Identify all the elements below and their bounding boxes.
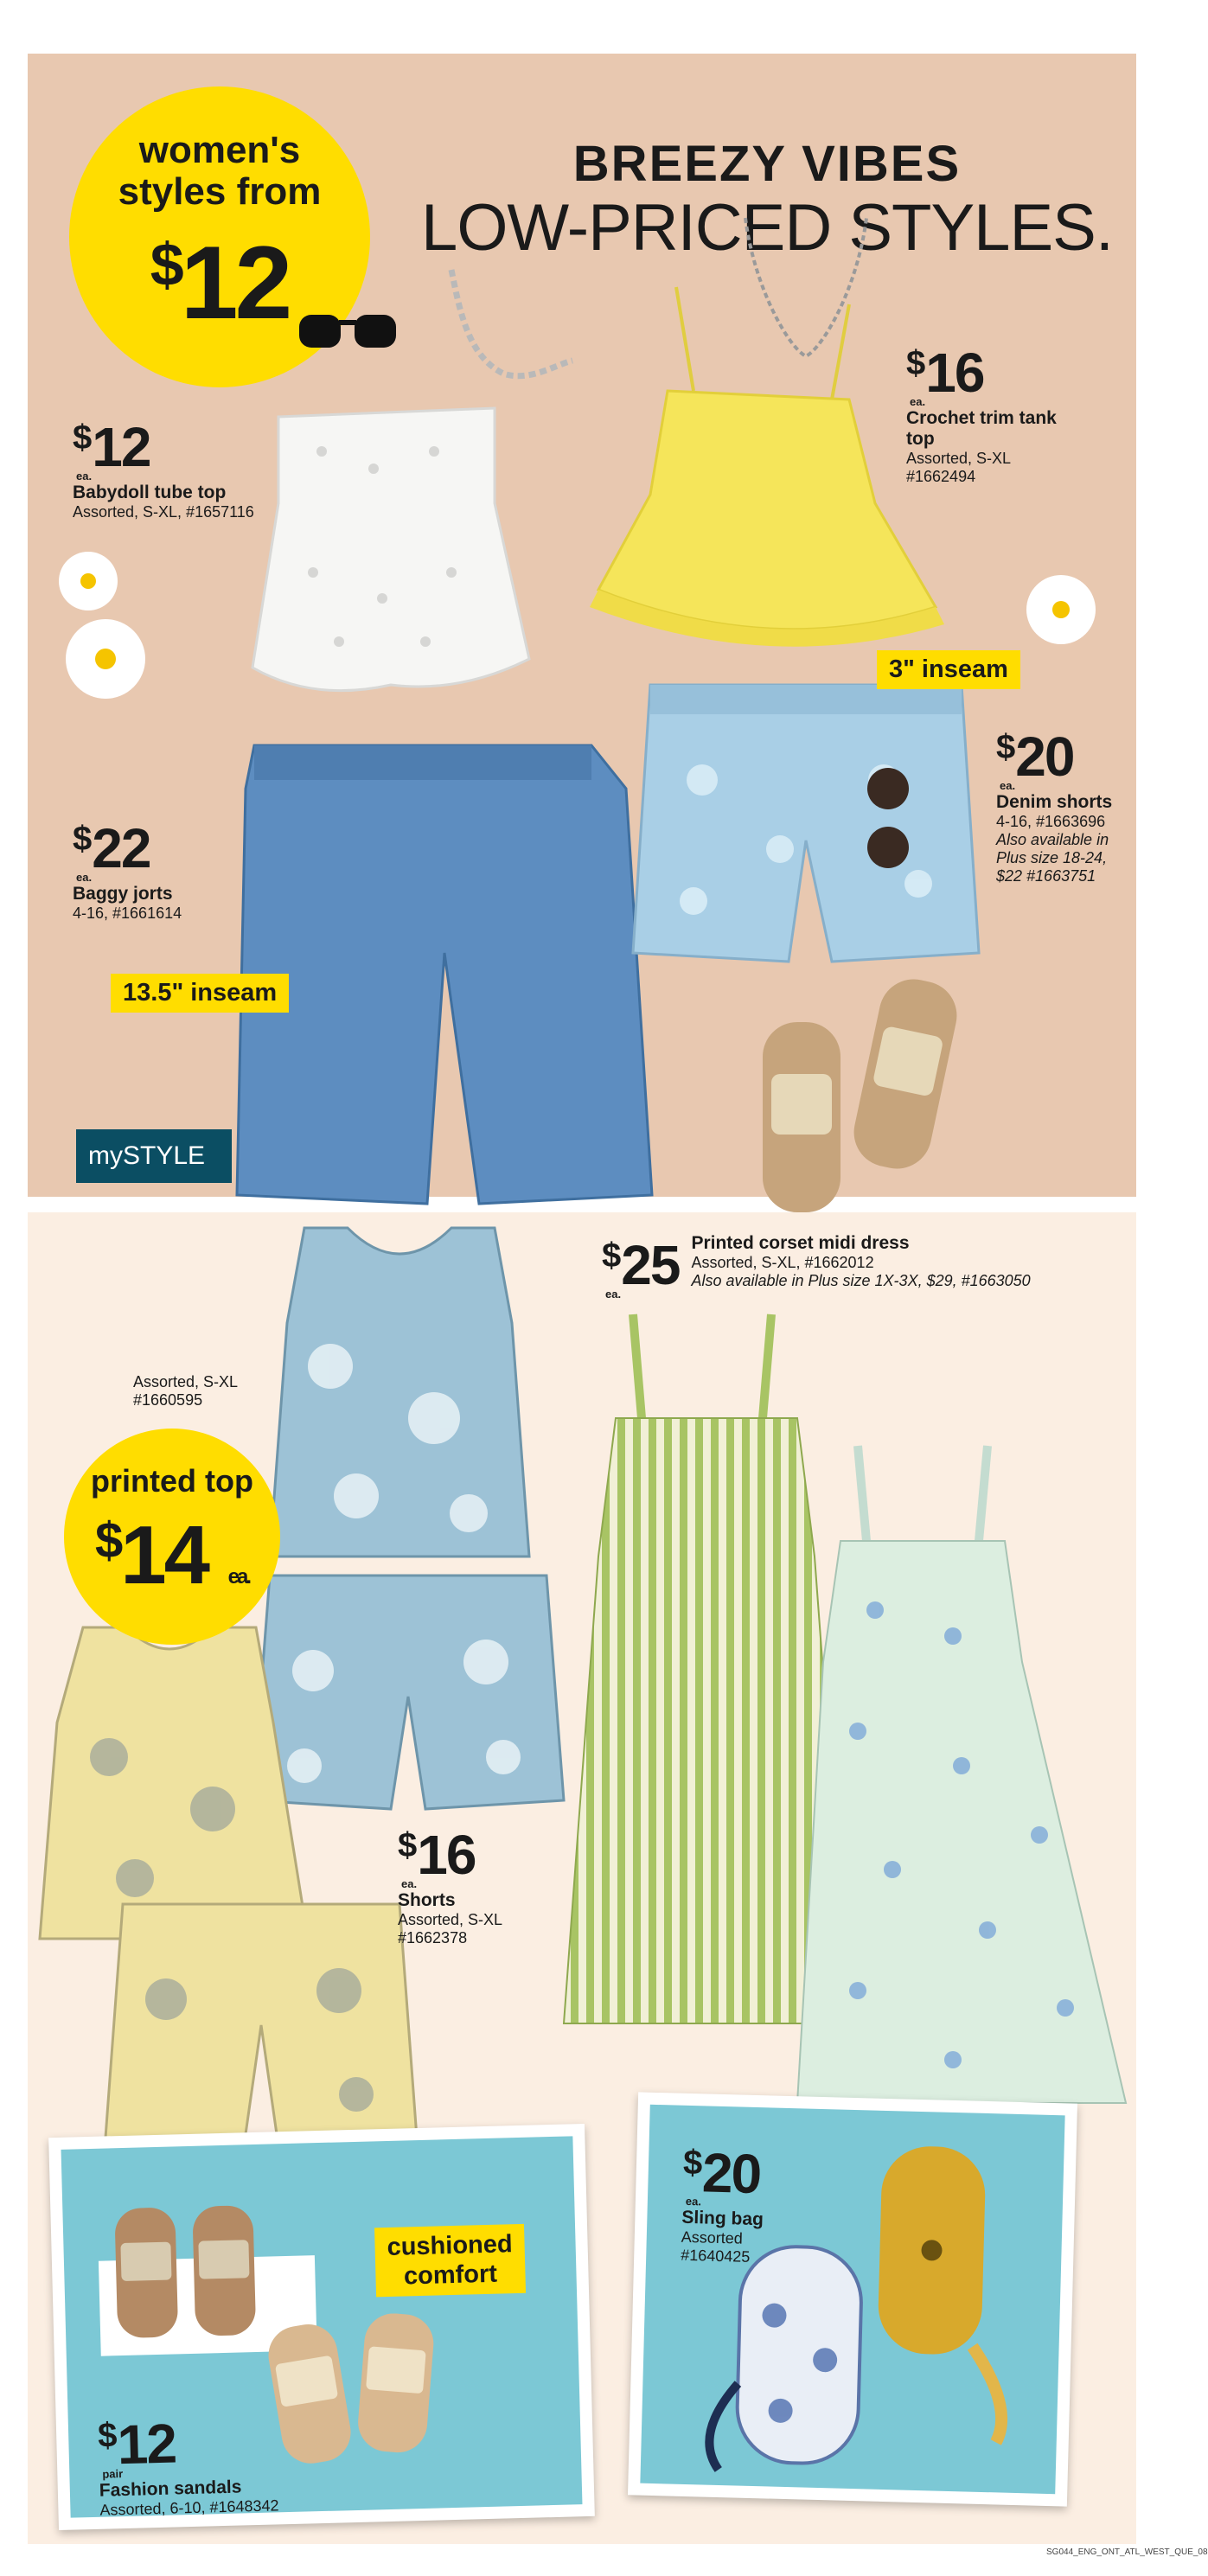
floral-midi-dress-image [780,1437,1134,2112]
slide-sandals-image [745,970,970,1221]
product-sku: #1660595 [133,1391,203,1409]
headline-line2: LOW-PRICED STYLES. [421,191,1113,265]
headline-line1: BREEZY VIBES [572,136,962,192]
badge-line1: women's [138,129,301,171]
price-crochet-tank-top: $16 ea. Crochet trim tank top Assorted, S-XL #1662494 [906,336,1079,486]
printed-top-badge [64,1429,280,1645]
product-detail: Assorted, S-XL [398,1911,503,1928]
product-detail: Assorted, S-XL, #1657116 [73,503,254,521]
sling-bag-inset-card [628,2092,1077,2506]
printed-shorts-yellow-image [97,1895,425,2155]
price-baggy-jorts: $22 ea. Baggy jorts 4-16, #1661614 [73,811,246,923]
product-detail: 4-16, #1661614 [73,904,182,922]
product-detail: Assorted, S-XL [906,450,1012,467]
daisy-decoration-left [45,538,166,711]
sling-bag-inset-background [640,2105,1064,2494]
product-name: Shorts [398,1890,456,1910]
cushioned-comfort-tag: cushioned comfort [374,2224,526,2298]
badge-line2: styles from [118,170,322,213]
product-name: Sling bag [681,2207,764,2230]
product-sku: #1662494 [906,468,976,485]
product-name: Printed corset midi dress [691,1233,910,1253]
product-note: Also available in Plus size 18-24, $22 #1663751 [996,831,1109,885]
product-detail: Assorted, 6-10, #1648342 [99,2496,279,2519]
price-babydoll-tube-top: $12 ea. Babydoll tube top Assorted, S-XL, #1657116 [73,410,297,521]
sunglasses-image [296,306,399,358]
printed-top-detail [133,1373,289,1409]
badge-price: $12 [150,225,290,341]
inseam-tag-denim-shorts: 3" inseam [877,650,1020,689]
crochet-tank-top-image [572,278,944,659]
product-detail: 4-16, #1663696 [996,813,1106,830]
product-detail: Assorted, S-XL [133,1373,239,1390]
badge-line1: printed top [91,1463,253,1499]
sling-bag-image [683,2123,1056,2496]
printed-top-blue-image [252,1219,546,1565]
footer-code: SG044_ENG_ONT_ATL_WEST_QUE_08 [1046,2547,1208,2557]
product-sku: #1640425 [681,2246,751,2266]
mystyle-logo: mySTYLE [76,1129,232,1183]
bracelet-image [434,261,581,391]
product-sku: #1662378 [398,1929,468,1946]
product-name: Crochet trim tank top [906,408,1057,449]
round-sunglasses-image [849,763,927,875]
product-note: Also available in Plus size 1X-3X, $29, #1663050 [691,1272,1031,1289]
product-name: Denim shorts [996,792,1113,812]
sandals-inset-background [61,2136,583,2517]
product-name: Baggy jorts [73,884,173,904]
price-printed-dress: $25 ea. Printed corset midi dress Assorted, S-XL, #1662012 Also available in Plus size 1X-3X, $29, #1663050 [602,1233,1031,1301]
inseam-tag-jorts: 13.5" inseam [111,974,289,1013]
price-shorts: $16 ea. Shorts Assorted, S-XL #1662378 [398,1818,553,1947]
badge-price: $14 ea. [94,1509,250,1601]
product-name: Babydoll tube top [73,483,227,502]
top-promo-panel [28,54,1136,1197]
price-sling-bag: $20 ea. Sling bag Assorted #1640425 [681,2135,857,2269]
denim-shorts-image [624,676,987,988]
daisy-decoration-right [1022,571,1100,649]
product-detail: Assorted, S-XL, #1662012 [691,1254,874,1271]
sandals-inset-card [48,2124,595,2530]
price-denim-shorts: $20 ea. Denim shorts 4-16, #1663696 Also available in Plus size 18-24, $22 #1663751 [996,719,1126,885]
product-name: Fashion sandals [99,2477,242,2501]
price-fashion-sandals: $12 pair Fashion sandals Assorted, 6-10, #1648342 [97,2401,359,2520]
product-detail: Assorted [681,2228,744,2247]
